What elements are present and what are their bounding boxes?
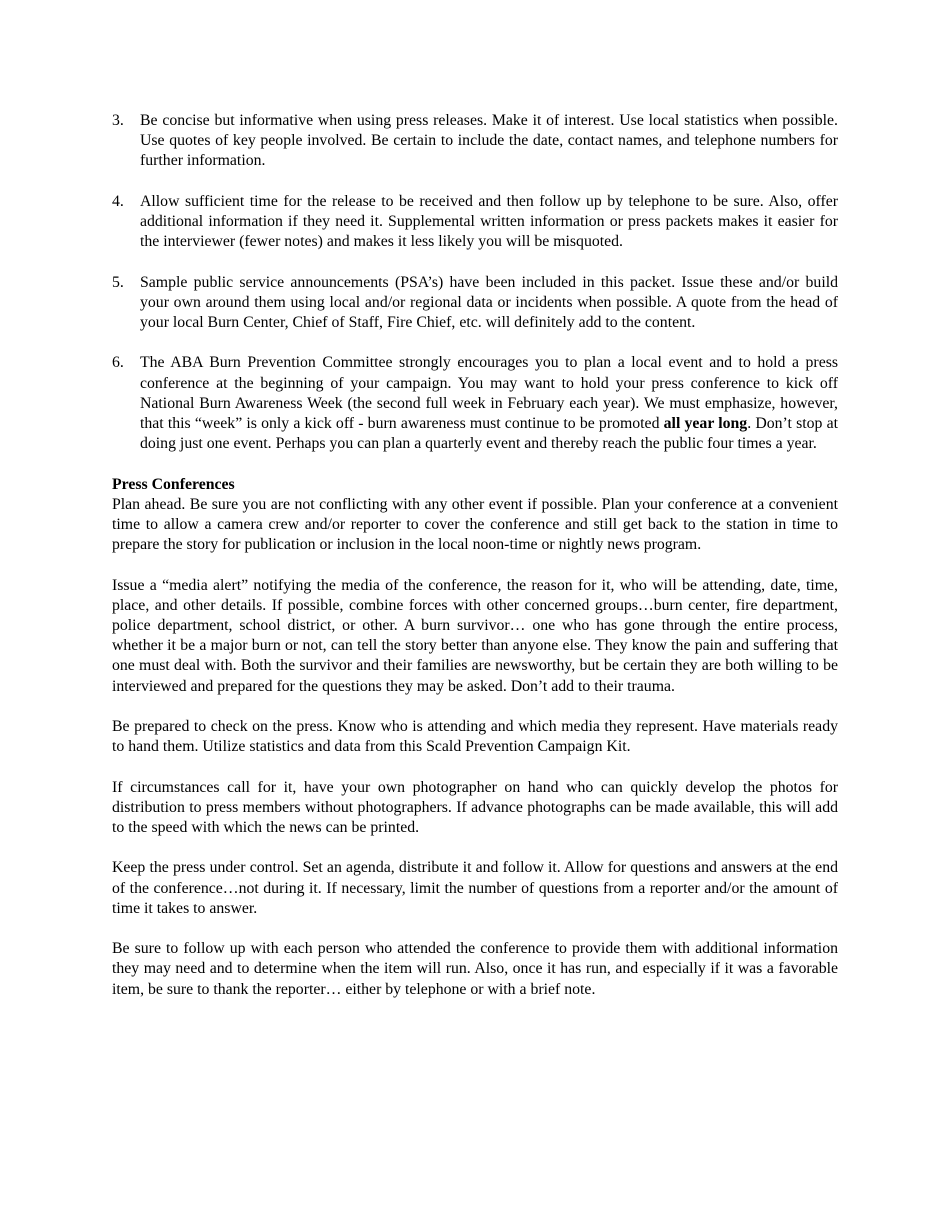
list-item-6	[112, 353, 838, 454]
list-item-3	[112, 111, 838, 172]
paragraph-check-press: Be prepared to check on the press. Know who is attending and which media they represent. Have materials ready to hand them. Utilize statistics and data from this Scald Prevention Campaign Kit.	[112, 718, 838, 756]
list-item-5	[112, 273, 838, 334]
list-item-text-part: . Don’t stop at doing just one event. Perhaps you can plan a quarterly event and thereby reach the public four times a year.	[140, 415, 838, 453]
document-page	[112, 111, 838, 1020]
list-number: 4.	[112, 192, 124, 210]
paragraph-photographer: If circumstances call for it, have your own photographer on hand who can quickly develop the photos for distribution to press members without photographers. If advance photographs can be made available, this will add to the speed with which the news can be printed.	[112, 778, 838, 836]
list-number: 6.	[112, 354, 124, 372]
list-number: 3.	[112, 112, 124, 129]
paragraph-media-alert: Issue a “media alert” notifying the media of the conference, the reason for it, who will be attending, date, time, place, and other details. If possible, combine forces with other concerned groups…burn center, fire department, police department, school district, or other. A burn survivor… one who has gone through the entire process, whether it be a major burn or not, can tell the story better than anyone else. They know the pain and suffering that one must deal with. Both the survivor and their families are newsworthy, but be certain they are both willing to be interviewed and prepared for the questions they may be asked. Don’t add to their trauma.	[112, 576, 838, 695]
list-item-4	[112, 192, 838, 253]
list-number: 5.	[112, 273, 124, 291]
paragraph-follow-up: Be sure to follow up with each person who attended the conference to provide them with additional information they may need and to determine when the item will run. Also, once it has run, and especially if it was a favorable item, be sure to thank the reporter… either by telephone or with a brief note.	[112, 940, 838, 998]
paragraph-plan-ahead: Plan ahead. Be sure you are not conflicting with any other event if possible. Plan your conference at a convenient time to allow a camera crew and/or reporter to cover the conference and still get back to the station in time to prepare the story for publication or inclusion in the local noon-time or nightly news program.	[112, 495, 838, 554]
list-item-text-part: The ABA Burn Prevention Committee strongly encourages you to plan a local event and to hold a press conference at the beginning of your campaign. You may want to hold your press conference to kick off National Burn Awareness Week (the second full week in February each year). We must emphasize, however, that this “week” is only a kick off - burn awareness must continue to be promoted	[140, 354, 838, 432]
emphasis-all-year-long: all year long	[663, 415, 748, 432]
list-item-text	[140, 353, 838, 454]
section-heading: Press Conferences	[112, 475, 235, 493]
list-item-text: Allow sufficient time for the release to be received and then follow up by telephone to be sure. Also, offer additional information if they need it. Supplemental written information or press packets makes it easier for the interviewer (fewer notes) and makes it less likely you will be misquoted.	[140, 192, 838, 251]
list-item-text: Sample public service announcements (PSA’s) have been included in this packet. Issue these and/or build your own around them using local and/or regional data or incidents when possible. A quote from the head of your local Burn Center, Chief of Staff, Fire Chief, etc. will definitely add to the content.	[140, 273, 838, 331]
list-item-text: Be concise but informative when using press releases. Make it of interest. Use local statistics when possible. Use quotes of key people involved. Be certain to include the date, contact names, and telephone numbers for further information.	[140, 112, 838, 170]
paragraph-control-press: Keep the press under control. Set an agenda, distribute it and follow it. Allow for questions and answers at the end of the conference…not during it. If necessary, limit the number of questions from a reporter and/or the amount of time it takes to answer.	[112, 859, 838, 917]
